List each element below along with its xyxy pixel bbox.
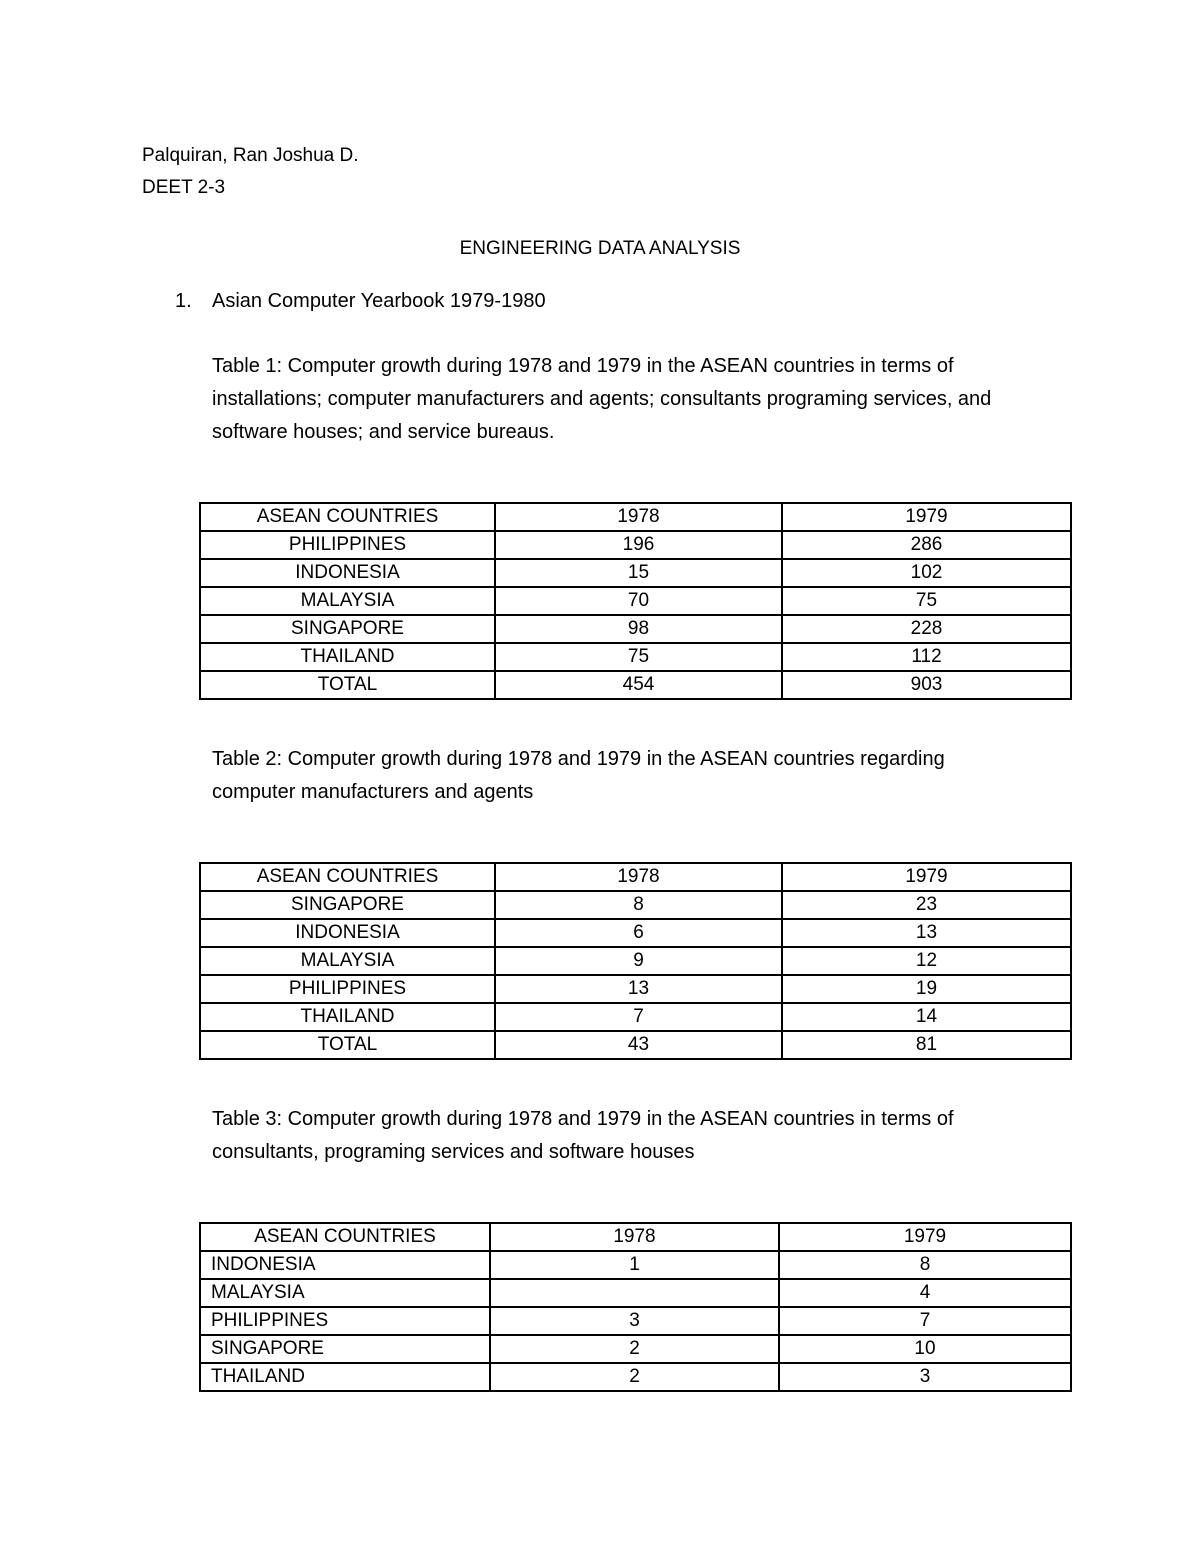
table-row: [200, 615, 1071, 643]
table-header-row: [200, 1223, 1071, 1251]
value-1978-cell: 75: [495, 643, 782, 671]
table-row: [200, 1363, 1071, 1391]
country-cell: SINGAPORE: [200, 1335, 490, 1363]
table-row: [200, 975, 1071, 1003]
column-header: ASEAN COUNTRIES: [200, 863, 495, 891]
table-row: [200, 531, 1071, 559]
total-label-cell: TOTAL: [200, 671, 495, 699]
value-1978-cell: 8: [495, 891, 782, 919]
caption-line: computer manufacturers and agents: [212, 781, 534, 803]
country-cell: MALAYSIA: [200, 1279, 490, 1307]
value-1979-cell: 112: [782, 643, 1071, 671]
value-1979-cell: 228: [782, 615, 1071, 643]
table-row: [200, 587, 1071, 615]
table-1: [199, 502, 1072, 700]
item-title: Asian Computer Yearbook 1979-1980: [212, 290, 546, 312]
country-cell: THAILAND: [200, 1003, 495, 1031]
caption-line: Table 2: Computer growth during 1978 and 1979 in the ASEAN countries regarding: [212, 748, 945, 770]
value-1979-cell: 4: [779, 1279, 1071, 1307]
value-1978-cell: 1: [490, 1251, 779, 1279]
table-row: [200, 1279, 1071, 1307]
value-1978-cell: [490, 1279, 779, 1307]
caption-line: software houses; and service bureaus.: [212, 421, 555, 443]
table-2-caption: [212, 743, 1082, 809]
value-1978-cell: 2: [490, 1335, 779, 1363]
value-1978-cell: 3: [490, 1307, 779, 1335]
item-number: 1.: [175, 290, 192, 312]
column-header: ASEAN COUNTRIES: [200, 1223, 490, 1251]
total-1978-cell: 454: [495, 671, 782, 699]
table-3-caption: [212, 1103, 1082, 1169]
value-1979-cell: 286: [782, 531, 1071, 559]
value-1979-cell: 10: [779, 1335, 1071, 1363]
table-row: [200, 1307, 1071, 1335]
table-total-row: [200, 671, 1071, 699]
table-2: [199, 862, 1072, 1060]
column-header: 1978: [490, 1223, 779, 1251]
total-1978-cell: 43: [495, 1031, 782, 1059]
total-label-cell: TOTAL: [200, 1031, 495, 1059]
country-cell: INDONESIA: [200, 1251, 490, 1279]
value-1978-cell: 6: [495, 919, 782, 947]
total-1979-cell: 903: [782, 671, 1071, 699]
table-header-row: [200, 863, 1071, 891]
column-header: ASEAN COUNTRIES: [200, 503, 495, 531]
table-header-row: [200, 503, 1071, 531]
document-title: ENGINEERING DATA ANALYSIS: [459, 238, 741, 259]
value-1979-cell: 7: [779, 1307, 1071, 1335]
table-row: [200, 1251, 1071, 1279]
caption-line: consultants, programing services and software houses: [212, 1141, 695, 1163]
country-cell: MALAYSIA: [200, 947, 495, 975]
caption-line: installations; computer manufacturers and agents; consultants programing services, and: [212, 388, 992, 410]
value-1978-cell: 196: [495, 531, 782, 559]
country-cell: PHILIPPINES: [200, 975, 495, 1003]
table-row: [200, 891, 1071, 919]
value-1979-cell: 14: [782, 1003, 1071, 1031]
value-1979-cell: 75: [782, 587, 1071, 615]
country-cell: PHILIPPINES: [200, 1307, 490, 1335]
country-cell: THAILAND: [200, 643, 495, 671]
table-row: [200, 919, 1071, 947]
value-1978-cell: 70: [495, 587, 782, 615]
value-1979-cell: 19: [782, 975, 1071, 1003]
value-1979-cell: 13: [782, 919, 1071, 947]
value-1978-cell: 7: [495, 1003, 782, 1031]
country-cell: THAILAND: [200, 1363, 490, 1391]
value-1978-cell: 13: [495, 975, 782, 1003]
column-header: 1978: [495, 503, 782, 531]
column-header: 1979: [779, 1223, 1071, 1251]
table-row: [200, 1335, 1071, 1363]
table-row: [200, 559, 1071, 587]
table-row: [200, 643, 1071, 671]
column-header: 1978: [495, 863, 782, 891]
value-1979-cell: 3: [779, 1363, 1071, 1391]
value-1979-cell: 8: [779, 1251, 1071, 1279]
table-total-row: [200, 1031, 1071, 1059]
caption-line: Table 1: Computer growth during 1978 and 1979 in the ASEAN countries in terms of: [212, 355, 954, 377]
column-header: 1979: [782, 503, 1071, 531]
value-1979-cell: 102: [782, 559, 1071, 587]
column-header: 1979: [782, 863, 1071, 891]
country-cell: PHILIPPINES: [200, 531, 495, 559]
country-cell: INDONESIA: [200, 919, 495, 947]
value-1978-cell: 2: [490, 1363, 779, 1391]
country-cell: INDONESIA: [200, 559, 495, 587]
caption-line: Table 3: Computer growth during 1978 and 1979 in the ASEAN countries in terms of: [212, 1108, 954, 1130]
table-row: [200, 1003, 1071, 1031]
value-1978-cell: 9: [495, 947, 782, 975]
value-1978-cell: 15: [495, 559, 782, 587]
country-cell: MALAYSIA: [200, 587, 495, 615]
value-1979-cell: 23: [782, 891, 1071, 919]
value-1978-cell: 98: [495, 615, 782, 643]
table-row: [200, 947, 1071, 975]
author-name: Palquiran, Ran Joshua D.: [142, 145, 359, 166]
table-3: [199, 1222, 1072, 1392]
country-cell: SINGAPORE: [200, 891, 495, 919]
table-1-caption: [212, 350, 1082, 449]
value-1979-cell: 12: [782, 947, 1071, 975]
total-1979-cell: 81: [782, 1031, 1071, 1059]
country-cell: SINGAPORE: [200, 615, 495, 643]
class-section: DEET 2-3: [142, 177, 226, 198]
